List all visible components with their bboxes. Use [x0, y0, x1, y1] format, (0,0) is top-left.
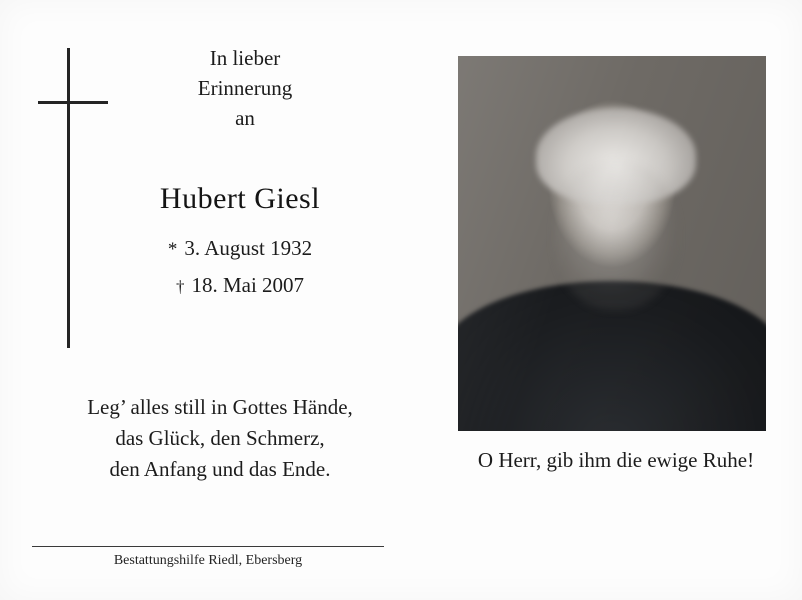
verse-line-3: den Anfang und das Ende.	[109, 457, 331, 482]
death-date-row	[90, 267, 390, 304]
birth-date: 3. August 1932	[184, 236, 313, 260]
verse-line-2: das Glück, den Schmerz,	[115, 426, 325, 451]
death-date: 18. Mai 2007	[191, 272, 305, 297]
birth-date-row	[90, 230, 390, 267]
portrait-highlight-overlay	[458, 56, 766, 431]
portrait-photo-frame	[458, 56, 766, 431]
life-dates	[90, 230, 390, 304]
cross-vertical-bar	[67, 48, 70, 348]
memorial-heading-line-2: Erinnerung	[197, 75, 293, 100]
deceased-name: Hubert Giesl	[159, 182, 321, 215]
memorial-heading	[100, 44, 390, 133]
memorial-heading-line-3: an	[235, 105, 255, 130]
right-column	[430, 0, 802, 600]
prayer-line: O Herr, gib ihm die ewige Ruhe!	[477, 448, 755, 472]
memorial-heading-line-1: In lieber	[209, 46, 281, 70]
verse-line-1: Leg’ alles still in Gottes Hände,	[87, 395, 353, 419]
death-cross-icon: †	[175, 276, 185, 296]
funeral-home-credit: Bestattungshilfe Riedl, Ebersberg	[113, 553, 303, 568]
birth-star-icon: *	[167, 239, 178, 260]
footer	[32, 546, 384, 569]
cross-horizontal-bar	[38, 101, 108, 104]
memorial-verse	[30, 392, 410, 485]
footer-divider	[32, 546, 384, 547]
